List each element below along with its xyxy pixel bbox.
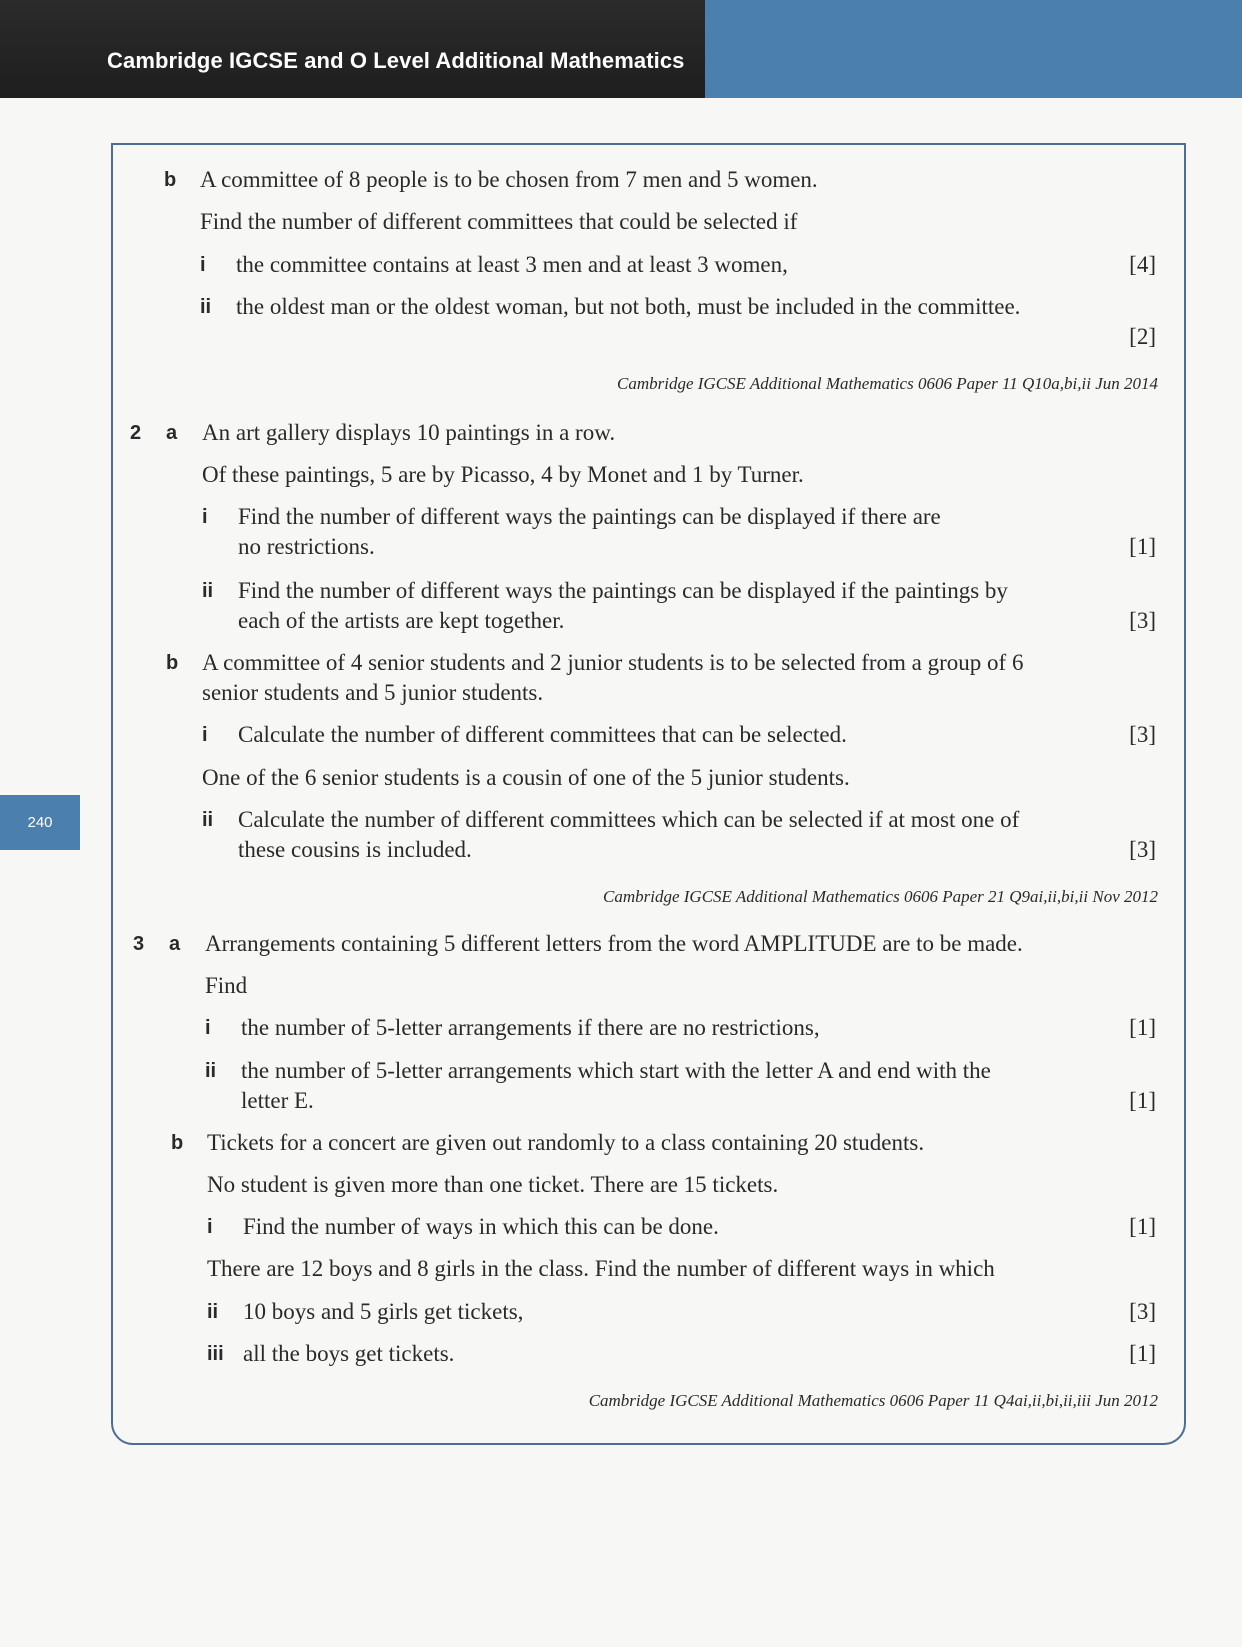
q3b-iii-marks: [1] (1129, 1341, 1156, 1366)
q2b-ii-line2: these cousins is included. (238, 837, 472, 862)
q3a-label: a (169, 933, 181, 955)
q2b-label: b (166, 652, 179, 674)
book-title: Cambridge IGCSE and O Level Additional Mathematics (107, 48, 685, 73)
q3b-i-marks: [1] (1129, 1214, 1156, 1239)
q3a-ii-line2: letter E. (241, 1088, 314, 1113)
q3b-ii-marks: [3] (1129, 1299, 1156, 1324)
q2a-ii-marks: [3] (1129, 608, 1156, 633)
q2b-ii-label: ii (202, 809, 214, 831)
q3a-text: Arrangements containing 5 different letters from the word AMPLITUDE are to be made. (205, 931, 1023, 956)
q2a-ii-label: ii (202, 580, 214, 602)
q2b-i-marks: [3] (1129, 722, 1156, 747)
q3b-iii-label: iii (207, 1343, 224, 1365)
q3a-i-marks: [1] (1129, 1015, 1156, 1040)
q2b-line1: A committee of 4 senior students and 2 junior students is to be selected from a group of 6 (202, 650, 1024, 675)
q2-source: Cambridge IGCSE Additional Mathematics 0606 Paper 21 Q9ai,ii,bi,ii Nov 2012 (603, 887, 1158, 906)
q2b-ii-marks: [3] (1129, 837, 1156, 862)
q2a-i-line2: no restrictions. (238, 534, 375, 559)
q1b-label: b (164, 169, 177, 191)
q2a-ii-line1: Find the number of different ways the paintings can be displayed if the paintings by (238, 578, 1008, 603)
q2a-ii-line2: each of the artists are kept together. (238, 608, 565, 633)
q2-number: 2 (130, 422, 142, 444)
q3a-i-text: the number of 5-letter arrangements if there are no restrictions, (241, 1015, 820, 1040)
q2b-i-text: Calculate the number of different committees that can be selected. (238, 722, 847, 747)
q3a-find: Find (205, 973, 248, 998)
q1b-intro: Find the number of different committees that could be selected if (200, 209, 798, 234)
page-number: 240 (0, 795, 80, 850)
q1b-source: Cambridge IGCSE Additional Mathematics 0606 Paper 11 Q10a,bi,ii Jun 2014 (617, 374, 1158, 393)
q2a-i-line1: Find the number of different ways the paintings can be displayed if there are (238, 504, 941, 529)
q1b-ii-text: the oldest man or the oldest woman, but not both, must be included in the committee. (236, 294, 1021, 319)
q1b-ii-label: ii (200, 296, 212, 318)
q1b-ii-marks: [2] (1129, 324, 1156, 349)
exercise-box (111, 143, 1186, 1445)
q2b-mid: One of the 6 senior students is a cousin of one of the 5 junior students. (202, 765, 850, 790)
q3b-mid: There are 12 boys and 8 girls in the class. Find the number of different ways in which (207, 1256, 995, 1281)
q3b-i-label: i (207, 1216, 213, 1238)
q3b-ii-text: 10 boys and 5 girls get tickets, (243, 1299, 524, 1324)
q2b-line2: senior students and 5 junior students. (202, 680, 544, 705)
q3-number: 3 (133, 933, 145, 955)
q3a-ii-label: ii (205, 1060, 217, 1082)
q3a-ii-line1: the number of 5-letter arrangements which start with the letter A and end with the (241, 1058, 991, 1083)
header-accent (705, 0, 1242, 98)
q1b-i-label: i (200, 254, 206, 276)
q2a-i-label: i (202, 506, 208, 528)
q3b-text2: No student is given more than one ticket. There are 15 tickets. (207, 1172, 779, 1197)
q3-source: Cambridge IGCSE Additional Mathematics 0606 Paper 11 Q4ai,ii,bi,ii,iii Jun 2012 (588, 1391, 1158, 1410)
q3b-i-text: Find the number of ways in which this can be done. (243, 1214, 719, 1239)
q3b-ii-label: ii (207, 1301, 219, 1323)
q2a-i-marks: [1] (1129, 534, 1156, 559)
q3b-iii-text: all the boys get tickets. (243, 1341, 455, 1366)
q2b-ii-line1: Calculate the number of different committees which can be selected if at most one of (238, 807, 1020, 832)
q2a-text2: Of these paintings, 5 are by Picasso, 4 by Monet and 1 by Turner. (202, 462, 804, 487)
q3b-text: Tickets for a concert are given out randomly to a class containing 20 students. (207, 1130, 925, 1155)
q3a-i-label: i (205, 1017, 211, 1039)
q1b-i-text: the committee contains at least 3 men and at least 3 women, (236, 252, 788, 277)
q3b-label: b (171, 1132, 184, 1154)
q2a-label: a (166, 422, 178, 444)
q1b-i-marks: [4] (1129, 252, 1156, 277)
q2a-text: An art gallery displays 10 paintings in a row. (202, 420, 616, 445)
q2b-i-label: i (202, 724, 208, 746)
q1b-text: A committee of 8 people is to be chosen from 7 men and 5 women. (200, 167, 818, 192)
q3a-ii-marks: [1] (1129, 1088, 1156, 1113)
